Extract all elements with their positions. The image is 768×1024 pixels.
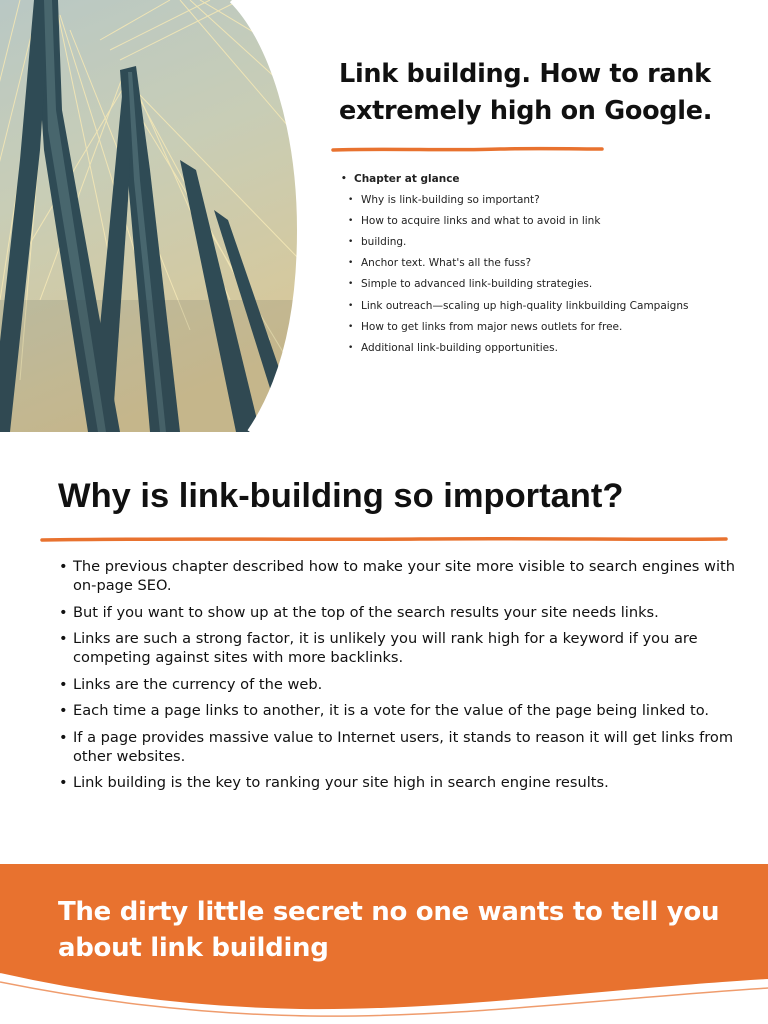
reason-item: • Links are such a strong factor, it is unlikely you will rank high for a keyword if you are competing against sites with more backlinks. (58, 629, 738, 667)
outline-item: • Link outreach—scaling up high-quality linkbuilding Campaigns (339, 299, 688, 320)
outline-item: • Simple to advanced link-building strategies. (339, 277, 688, 298)
banner-title: The dirty little secret no one wants to tell you about link building (58, 897, 720, 963)
reason-item: • Links are the currency of the web. (58, 675, 738, 694)
outline-item: • building. (339, 235, 688, 256)
chapter-outline-list (339, 172, 688, 362)
slide-why-link-building (0, 432, 768, 864)
chapter-title: Link building. How to rank extremely high on Google. (339, 59, 713, 126)
reason-item: • Each time a page links to another, it is a vote for the value of the page being linked to. (58, 701, 738, 720)
reason-item: • Link building is the key to ranking your site high in search engine results. (58, 773, 738, 792)
reasons-list (58, 557, 738, 800)
outline-item: • How to get links from major news outlets for free. (339, 320, 688, 341)
outline-item: • How to acquire links and what to avoid in link (339, 214, 688, 235)
reason-item: • The previous chapter described how to make your site more visible to search engines with on-page SEO. (58, 557, 738, 595)
slide-dirty-secret (0, 864, 768, 1024)
outline-heading: • Chapter at glance (339, 172, 688, 193)
section-title-underline (40, 533, 730, 545)
outline-item: • Additional link-building opportunities. (339, 341, 688, 362)
outline-item: • Anchor text. What's all the fuss? (339, 256, 688, 277)
reason-item: • If a page provides massive value to Internet users, it stands to reason it will get links from other websites. (58, 728, 738, 766)
slide-chapter-overview (0, 0, 768, 432)
reason-item: • But if you want to show up at the top of the search results your site needs links. (58, 603, 738, 622)
outline-item: • Why is link-building so important? (339, 193, 688, 214)
title-underline (330, 143, 610, 155)
section-title: Why is link-building so important? (58, 477, 624, 515)
